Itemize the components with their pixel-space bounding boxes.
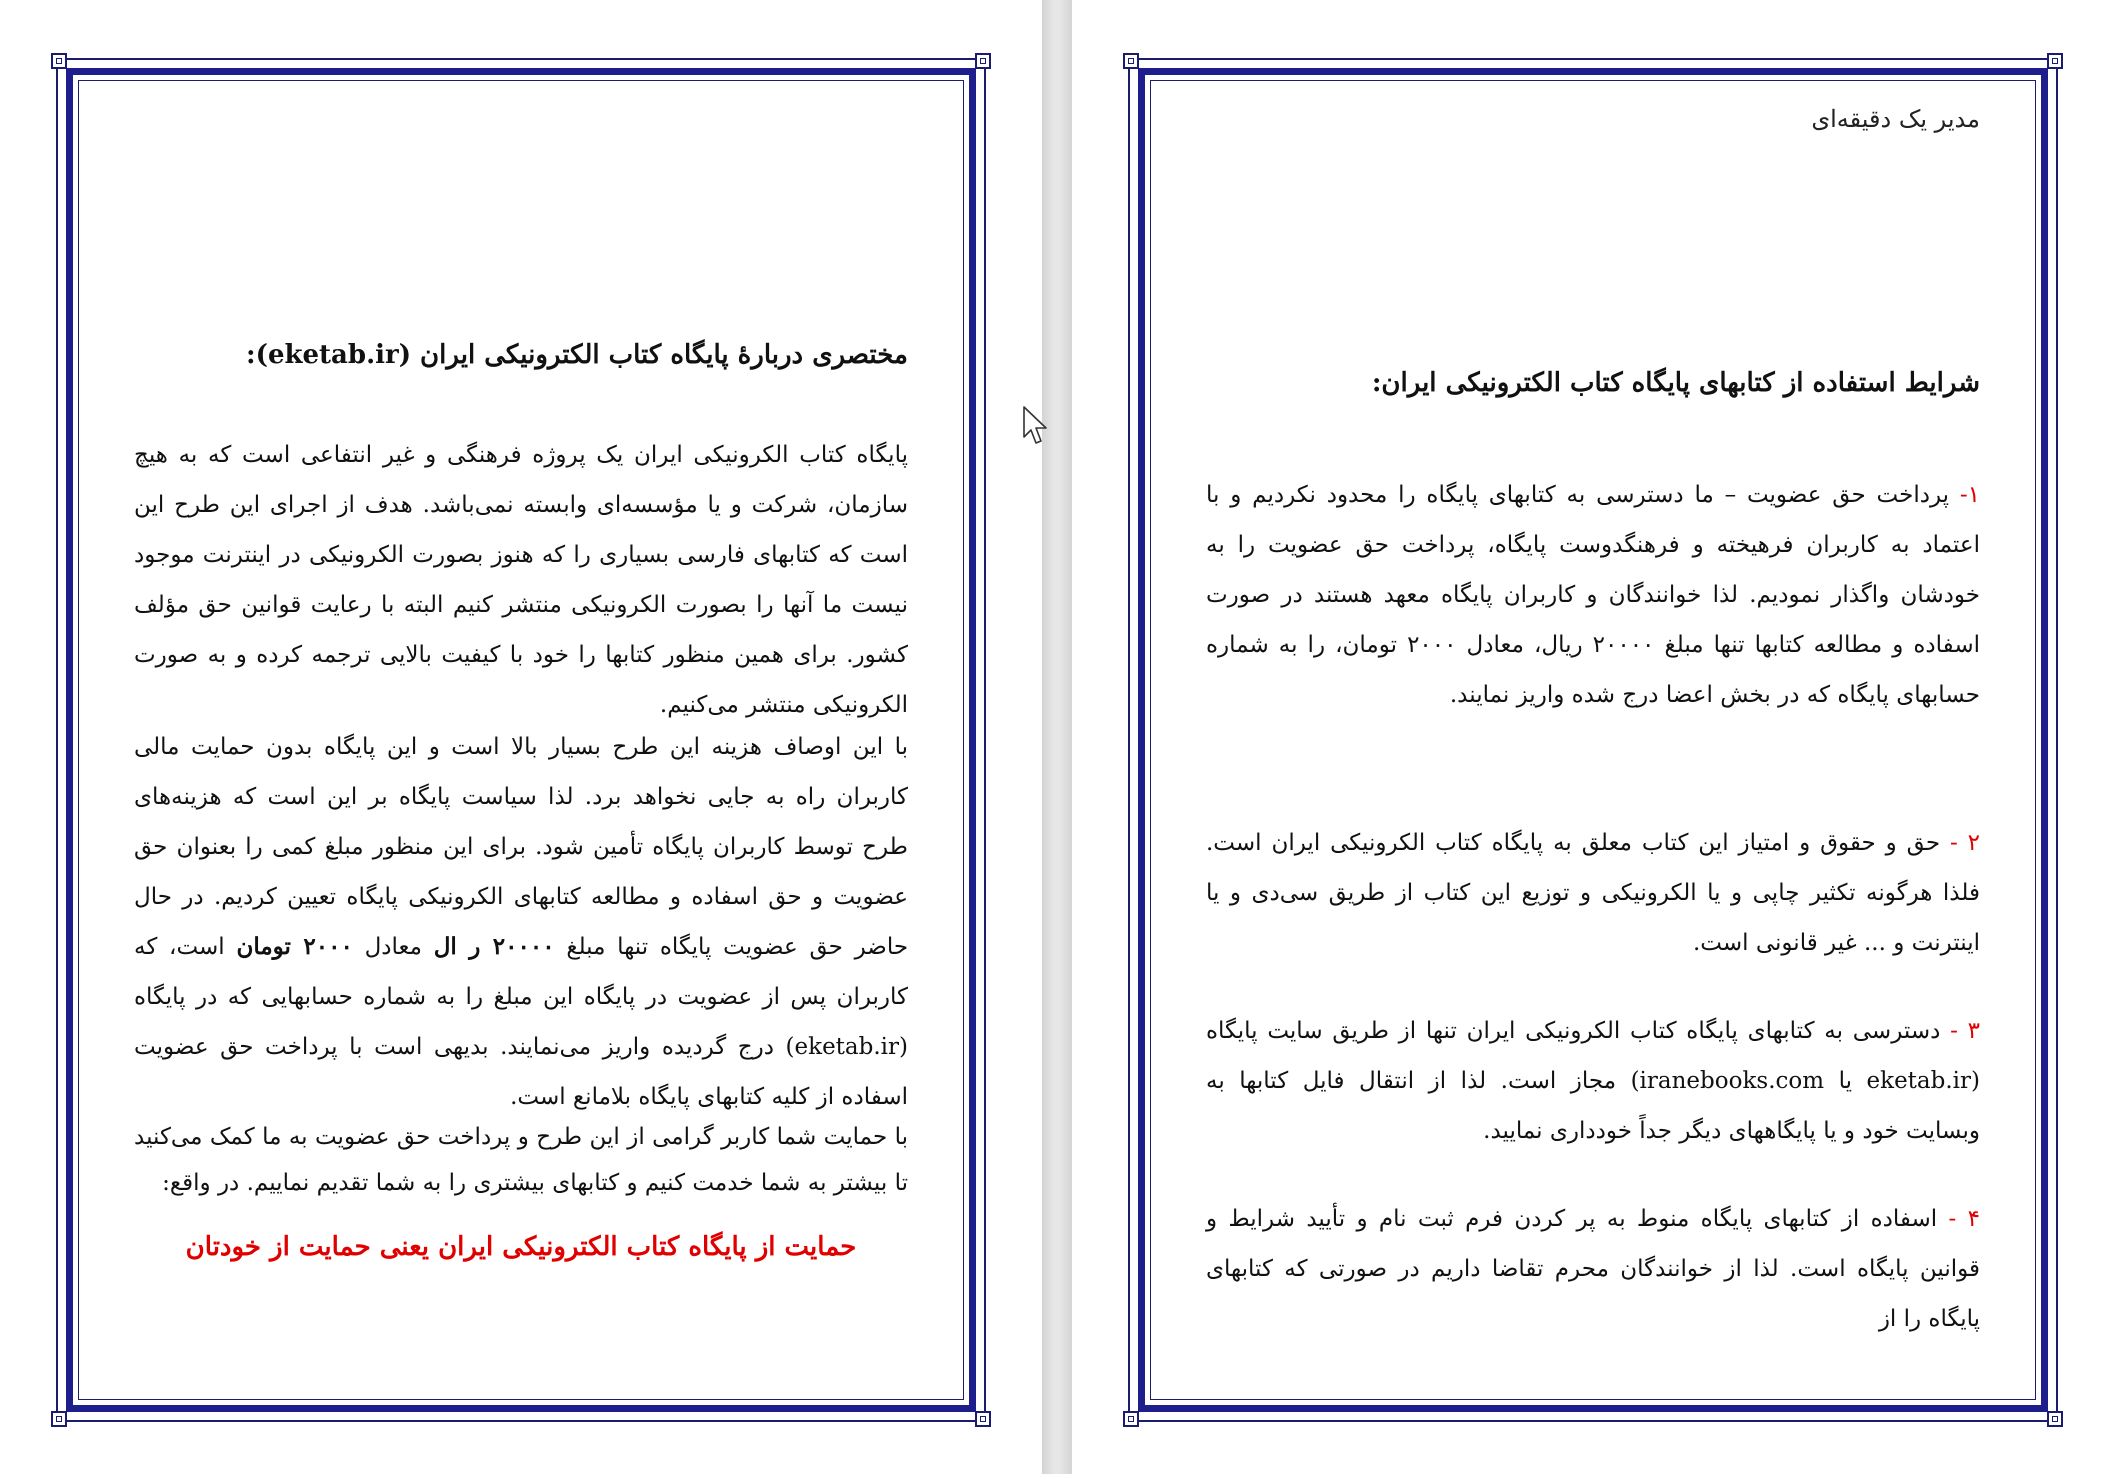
terms-item-number: ۲ -	[1949, 830, 1981, 856]
terms-item-number: ۴ -	[1948, 1206, 1980, 1232]
support-slogan: حمایت از پایگاه کتاب الکترونیکی ایران یعنی حمایت از خودتان	[185, 1232, 857, 1262]
frame-corner	[2047, 1411, 2063, 1427]
terms-item-text: دسترسی به کتابهای پایگاه کتاب الکرونیکی ایران تنها از طریق سایت پایگاه (eketab.ir یا iranebooks.com) مجاز است. لذا از انتقال فایل کتابها به وبسایت خود و یا پایگاههای دیگر جداً خودداری نمایید.	[1206, 1018, 1980, 1144]
frame-corner	[975, 53, 991, 69]
section-heading: مختصری دربارهٔ پایگاه کتاب الکترونیکی ایران (eketab.ir):	[246, 340, 908, 370]
terms-item	[1206, 818, 1980, 968]
terms-item	[1206, 470, 1980, 720]
frame-corner	[1123, 1411, 1139, 1427]
paragraph-cost	[134, 722, 908, 1122]
frame-corner	[51, 53, 67, 69]
terms-item-text: اسفاده از کتابهای پایگاه منوط به پر کردن فرم ثبت نام و تأیید شرایط و قوانین پایگاه است. لذا از خوانندگان محرم تقاضا داریم در صورتی که کتابهای پایگاه را از	[1206, 1206, 1980, 1332]
terms-item-text: حق و حقوق و امتیاز این کتاب معلق به پایگاه کتاب الکرونیکی ایران است. فلذا هرگونه تکثیر چاپی و یا الکرونیکی و توزیع این کتاب از طریق سی‌دی و یا اینترنت و ... غیر قانونی است.	[1206, 830, 1980, 956]
running-head: مدیر یک دقیقه‌ای	[1811, 105, 1980, 133]
mouse-pointer-icon	[1022, 405, 1050, 447]
paragraph-intro: پایگاه کتاب الکرونیکی ایران یک پروژه فرهنگی و غیر انتفاعی است که به هیچ سازمان، شرکت و یا مؤسسه‌ای وابسته نمی‌باشد. هدف از اجرای این طرح این است که کتابهای فارسی بسیاری را که هنوز بصورت الکرونیکی در اینترنت موجود نیست ما آنها را بصورت الکرونیکی منتشر کنیم البته با رعایت قوانین حق مؤلف کشور. برای همین منظور کتابها را خود با کیفیت بالایی ترجمه کرده و به صورت الکرونیکی منتشر می‌کنیم.	[134, 442, 908, 718]
fee-equal-label: معادل	[364, 934, 422, 960]
paragraph-cost-text: با این اوصاف هزینه این طرح بسیار بالا است و این پایگاه بدون حمایت مالی کاربران راه به جایی نخواهد برد. لذا سیاست پایگاه بر این است که هزینه‌های طرح توسط کاربران پایگاه تأمین شود. برای این منظور مبلغ کمی را بعنوان حق عضویت و حق اسفاده و مطالعه کتابهای الکرونیکی پایگاه تعیین کردیم. در حال حاضر حق عضویت پایگاه تنها مبلغ	[134, 734, 909, 960]
document-page-right	[1128, 58, 2058, 1422]
fee-rial: ۲۰۰۰۰ ر ال	[433, 933, 555, 960]
fee-toman: ۲۰۰۰ تومان	[236, 933, 353, 960]
terms-item-text: پرداخت حق عضویت – ما دسترسی به کتابهای پایگاه را محدود نکردیم و با اعتماد به کاربران فرهیخته و فرهنگدوست پایگاه، پرداخت حق عضویت را به خودشان واگذار نمودیم. لذا خوانندگان و کاربران پایگاه معهد هستند در صورت اسفاده و مطالعه کتابها تنها مبلغ ۲۰۰۰۰ ریال، معادل ۲۰۰۰ تومان، را به شماره حسابهای پایگاه که در بخش اعضا درج شده واریز نمایند.	[1206, 482, 1980, 708]
frame-corner	[1123, 53, 1139, 69]
document-page-left	[56, 58, 986, 1422]
paragraph-support: با حمایت شما کاربر گرامی از این طرح و پرداخت حق عضویت به ما کمک می‌کنید تا بیشتر به شما خدمت کنیم و کتابهای بیشتری را به شما تقدیم نماییم. در واقع:	[134, 1124, 908, 1196]
page-gutter	[1042, 0, 1072, 1474]
terms-item	[1206, 1006, 1980, 1156]
page-content	[1206, 58, 1980, 1422]
paragraph-cost-text-2: است، که کاربران پس از عضویت در پایگاه این مبلغ را به شماره حسابهایی که در پایگاه (eketab.ir) درج گردیده واریز می‌نمایند. بدیهی است با پرداخت حق عضویت اسفاده از کلیه کتابهای پایگاه بلامانع است.	[134, 934, 908, 1110]
section-heading: شرایط استفاده از کتابهای پایگاه کتاب الکترونیکی ایران:	[1371, 368, 1980, 398]
terms-item-number: ۳ -	[1950, 1018, 1981, 1044]
frame-corner	[2047, 53, 2063, 69]
frame-corner	[975, 1411, 991, 1427]
frame-corner	[51, 1411, 67, 1427]
page-content	[134, 58, 908, 1422]
terms-item	[1206, 1194, 1980, 1344]
terms-item-number: ۱-	[1959, 482, 1981, 508]
